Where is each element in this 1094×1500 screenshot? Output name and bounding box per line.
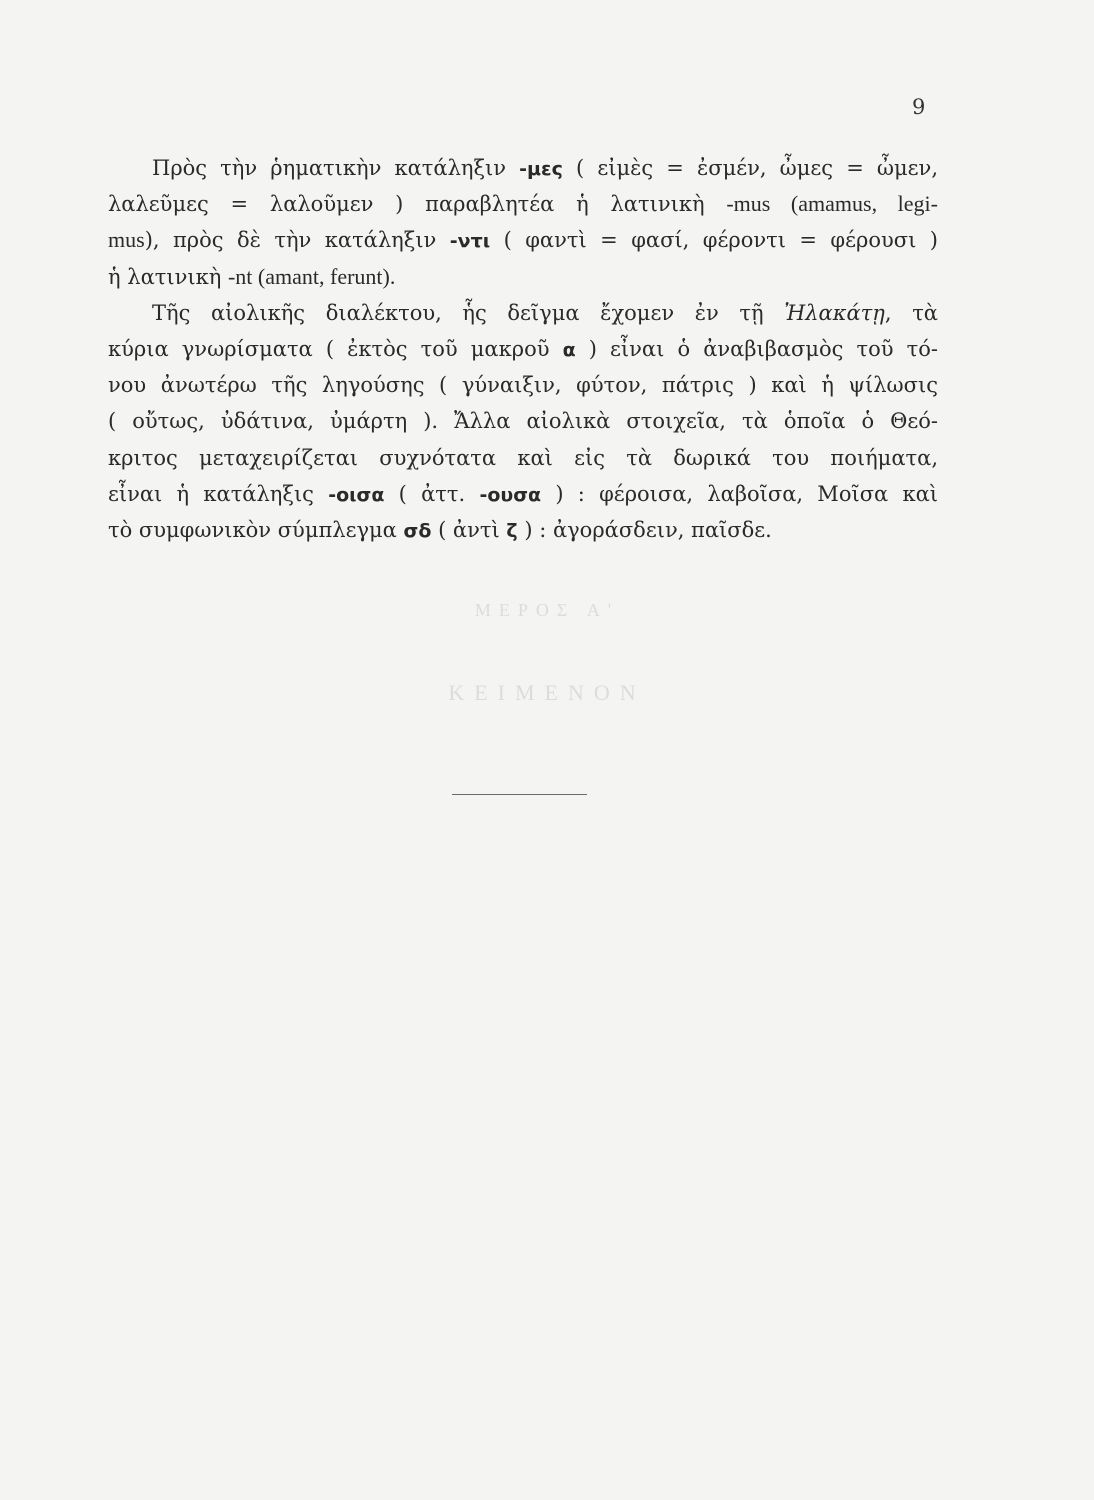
bold-letter: α: [562, 338, 576, 361]
paragraph-1-line-4: [108, 259, 938, 295]
bold-suffix: -ουσα: [479, 483, 542, 506]
section-divider: [452, 794, 587, 795]
text-run: ( ἀντὶ: [431, 517, 507, 542]
text-run: ) : ἀγοράσδειν, παῖσδε.: [517, 517, 772, 542]
latin-text: -nt (amant, ferunt).: [227, 263, 396, 289]
paragraph-1-line-1: [108, 150, 938, 186]
bold-suffix: -οισα: [328, 483, 385, 506]
bold-suffix: -ντι: [449, 230, 491, 253]
paragraph-2-line-7: [108, 512, 938, 548]
italic-title: Ἠλακάτῃ: [784, 300, 885, 325]
bold-letter: ζ: [506, 519, 518, 542]
paragraph-1-line-2: [108, 186, 938, 222]
paragraph-2-line-4: ( οὔτως, ὐδάτινα, ὐμάρτη ). Ἄλλα αἰολικὰ στοιχεῖα, τὰ ὁποῖα ὁ Θεό-: [108, 409, 938, 434]
text-run: εἶναι ἡ κατάληξις: [108, 481, 329, 506]
bleed-through-subheading: ΚΕΙΜΕΝΟΝ: [448, 680, 646, 705]
paragraph-2-line-2: [108, 331, 938, 367]
bold-cluster: σδ: [403, 519, 432, 542]
paragraph-2-line-1: [108, 295, 938, 331]
latin-text: mus: [108, 227, 145, 253]
text-run: ἡ λατινικὴ: [108, 264, 228, 289]
page-number: 9: [912, 95, 926, 119]
paragraph-2-line-3: νου ἀνωτέρω τῆς ληγούσης ( γύναιξιν, φύτον, πάτρις ) καὶ ἡ ψίλωσις: [108, 373, 938, 398]
text-run: ( φαντὶ = φασί, φέροντι = φέρουσι ): [490, 228, 938, 253]
text-run: Πρὸς τὴν ῥηματικὴν κατάληξιν: [152, 156, 520, 180]
text-run: λαλεῦμες = λαλοῦμεν ) παραβλητέα ἡ λατινικὴ: [108, 192, 727, 217]
text-run: τὸ συμφωνικὸν σύμπλεγμα: [108, 517, 404, 542]
paragraph-2-line-6: [108, 476, 938, 512]
text-run: Τῆς αἰολικῆς διαλέκτου, ἧς δεῖγμα ἔχομεν ἐν τῇ: [152, 300, 785, 325]
text-run: ), πρὸς δὲ τὴν κατάληξιν: [144, 228, 450, 253]
text-run: ( ἀττ.: [384, 481, 480, 506]
text-run: ) : φέροισα, λαβοῖσα, Μοῖσα καὶ: [541, 481, 938, 506]
text-run: ) εἶναι ὁ ἀναβιβασμὸς τοῦ τό-: [575, 336, 938, 361]
bold-suffix: -μες: [519, 158, 563, 180]
latin-text: -mus (amamus, legi-: [726, 191, 938, 217]
bleed-through-heading: ΜΕΡΟΣ Α': [474, 600, 620, 620]
text-run: , τὰ: [884, 300, 938, 325]
main-text: [108, 150, 938, 548]
text-run: ( εἰμὲς = ἐσμέν, ὦμες = ὦμεν,: [562, 156, 939, 180]
paragraph-1-line-3: [108, 222, 938, 258]
paragraph-2-line-5: κριτος μεταχειρίζεται συχνότατα καὶ εἰς τὰ δωρικά του ποιήματα,: [108, 445, 938, 470]
text-run: κύρια γνωρίσματα ( ἐκτὸς τοῦ μακροῦ: [108, 336, 563, 361]
